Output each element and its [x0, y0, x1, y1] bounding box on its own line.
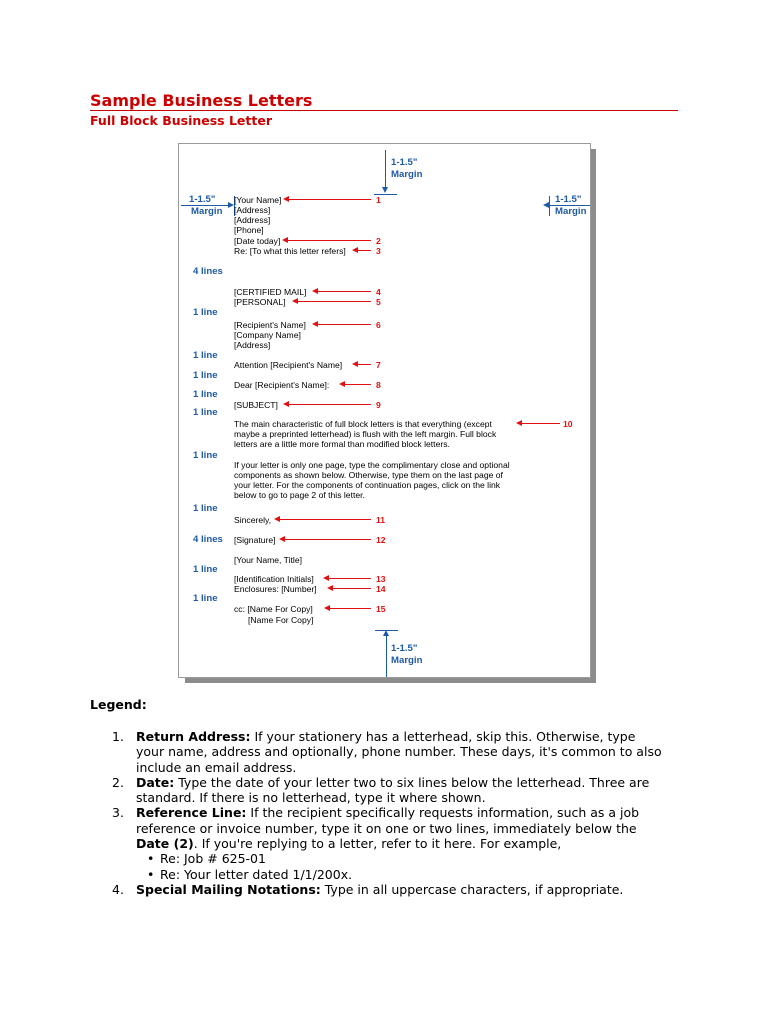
- margin-bottom-line: [386, 635, 387, 677]
- spacing-label: 1 line: [193, 307, 218, 318]
- letter-signature: [Signature]: [234, 535, 276, 545]
- letter-cc: cc: [Name For Copy]: [234, 604, 313, 614]
- legend-item-text: [136, 836, 670, 851]
- spacing-label: 1 line: [193, 370, 218, 381]
- callout-line: [318, 324, 371, 325]
- letter-your-name: [Your Name]: [234, 195, 282, 205]
- margin-left-label-1: 1-1.5": [189, 194, 216, 205]
- margin-right-tick: [549, 196, 550, 216]
- callout-line: [522, 423, 560, 424]
- callout-line: [330, 608, 371, 609]
- margin-right-label-2: Margin: [555, 206, 587, 217]
- callout-line: [345, 384, 371, 385]
- letter-diagram: [178, 143, 591, 678]
- letter-body-line: The main characteristic of full block letters is that everything (except: [234, 419, 492, 429]
- callout-number: 9: [376, 400, 381, 410]
- bullet-text: Re: Your letter dated 1/1/200x.: [160, 866, 353, 882]
- callout-line: [289, 404, 371, 405]
- callout-number: 8: [376, 380, 381, 390]
- spacing-label: 1 line: [193, 389, 218, 400]
- callout-line: [358, 364, 371, 365]
- callout-line: [329, 578, 371, 579]
- spacing-label: 1 line: [193, 564, 218, 575]
- letter-body-line: maybe a preprinted letterhead) is flush with the left margin. Full block: [234, 429, 497, 439]
- page-subtitle: Full Block Business Letter: [90, 113, 273, 128]
- callout-number: 1: [376, 195, 381, 205]
- letter-cc: [Name For Copy]: [248, 615, 314, 625]
- legend-term: Special Mailing Notations:: [136, 881, 321, 897]
- letter-address: [Address]: [234, 205, 271, 215]
- margin-bottom-label-1: 1-1.5": [391, 643, 418, 654]
- callout-line: [333, 588, 371, 589]
- legend-item-number: 1.: [112, 729, 124, 744]
- margin-right-arrowhead: [543, 202, 549, 208]
- spacing-label: 4 lines: [193, 266, 223, 277]
- bullet-icon: •: [147, 851, 155, 867]
- legend-item: [110, 775, 670, 806]
- letter-attention: Attention [Recipient's Name]: [234, 360, 343, 370]
- legend-line: standard. If there is no letterhead, type it where shown.: [136, 790, 486, 806]
- callout-number: 7: [376, 360, 381, 370]
- spacing-label: 1 line: [193, 350, 218, 361]
- legend-item: [110, 729, 670, 775]
- letter-initials: [Identification Initials]: [234, 574, 314, 584]
- callout-number: 2: [376, 236, 381, 246]
- margin-right-label-1: 1-1.5": [555, 194, 582, 205]
- margin-top-label-2: Margin: [391, 169, 423, 180]
- reference-text: . If you're replying to a letter, refer to it here. For example,: [193, 836, 562, 852]
- callout-number: 13: [376, 574, 386, 584]
- legend-item: [110, 805, 670, 851]
- legend-term: Reference Line:: [136, 805, 247, 821]
- legend-item-number: 3.: [112, 805, 124, 821]
- callout-number: 3: [376, 246, 381, 256]
- legend-line: Reference Line: If the recipient specifically requests information, such as a job: [136, 805, 640, 821]
- callout-number: 4: [376, 287, 381, 297]
- callout-line: [318, 291, 371, 292]
- callout-line: [280, 519, 371, 520]
- callout-number: 5: [376, 297, 381, 307]
- reference-date-term: Date (2): [136, 836, 194, 852]
- letter-body-line: letters are a little more formal than modified block letters.: [234, 439, 450, 449]
- callout-line: [285, 539, 371, 540]
- letter-date: [Date today]: [234, 236, 281, 246]
- letter-closing: Sincerely,: [234, 515, 272, 525]
- legend-item: [110, 882, 670, 897]
- legend-line: Return Address: If your stationery has a letterhead, skip this. Otherwise, type: [136, 729, 636, 744]
- bullet-text: Re: Job # 625-01: [160, 851, 266, 867]
- letter-certified: [CERTIFIED MAIL]: [234, 287, 307, 297]
- margin-left-label-2: Margin: [191, 206, 223, 217]
- margin-top-label-1: 1-1.5": [391, 157, 418, 168]
- legend-item-number: 2.: [112, 774, 124, 790]
- letter-salutation: Dear [Recipient's Name]:: [234, 380, 330, 390]
- callout-number: 11: [376, 515, 386, 525]
- letter-enclosures: Enclosures: [Number]: [234, 584, 317, 594]
- callout-number: 10: [563, 419, 573, 429]
- callout-line: [358, 250, 371, 251]
- legend-item-text: [136, 775, 670, 806]
- legend-bullet: [110, 851, 670, 866]
- legend-line: reference or invoice number, type it on one or two lines, immediately below the: [136, 820, 637, 836]
- callout-number: 12: [376, 535, 386, 545]
- legend-item-text: [136, 882, 670, 897]
- letter-personal: [PERSONAL]: [234, 297, 286, 307]
- spacing-label: 1 line: [193, 450, 218, 461]
- letter-body-line: below to go to page 2 of this letter.: [234, 490, 365, 500]
- spacing-label: 1 line: [193, 503, 218, 514]
- letter-body-line: If your letter is only one page, type the complimentary close and optional: [234, 460, 510, 470]
- margin-top-line: [385, 150, 386, 188]
- legend-term: Date:: [136, 774, 175, 790]
- callout-line: [288, 240, 371, 241]
- legend-item-number: 4.: [112, 881, 124, 897]
- spacing-label: 4 lines: [193, 534, 223, 545]
- letter-phone: [Phone]: [234, 225, 264, 235]
- callout-line: [298, 301, 371, 302]
- letter-subject: [SUBJECT]: [234, 400, 278, 410]
- spacing-label: 1 line: [193, 593, 218, 604]
- legend-item-text: [136, 805, 670, 836]
- legend-bullet: [110, 867, 670, 882]
- callout-line: [289, 199, 371, 200]
- callout-number: 6: [376, 320, 381, 330]
- letter-recipient: [Recipient's Name]: [234, 320, 306, 330]
- legend-list: [110, 729, 670, 897]
- legend-term: Return Address:: [136, 729, 251, 744]
- callout-number: 15: [376, 604, 386, 614]
- margin-top-arrowhead: [382, 187, 388, 193]
- page-title: Sample Business Letters: [90, 91, 313, 110]
- legend-item-text: [136, 729, 670, 775]
- letter-company: [Company Name]: [234, 330, 301, 340]
- legend-line: Date: Type the date of your letter two to six lines below the letterhead. Three are: [136, 774, 650, 790]
- letter-body-line: components as shown below. Otherwise, type them on the last page of: [234, 470, 503, 480]
- title-rule: [90, 110, 678, 111]
- legend-line: include an email address.: [136, 759, 297, 775]
- legend-line: Special Mailing Notations: Type in all uppercase characters, if appropriate.: [136, 881, 624, 897]
- letter-name-title: [Your Name, Title]: [234, 555, 302, 565]
- legend-title: Legend:: [90, 697, 147, 712]
- spacing-label: 1 line: [193, 407, 218, 418]
- legend-line: your name, address and optionally, phone number. These days, it's common to also: [136, 744, 662, 760]
- letter-address: [Address]: [234, 215, 271, 225]
- margin-bottom-label-2: Margin: [391, 655, 423, 666]
- bullet-icon: •: [147, 866, 155, 882]
- letter-body-line: your letter. For the components of continuation pages, click on the link: [234, 480, 501, 490]
- letter-reference: Re: [To what this letter refers]: [234, 246, 346, 256]
- letter-recipient-address: [Address]: [234, 340, 271, 350]
- callout-number: 14: [376, 584, 386, 594]
